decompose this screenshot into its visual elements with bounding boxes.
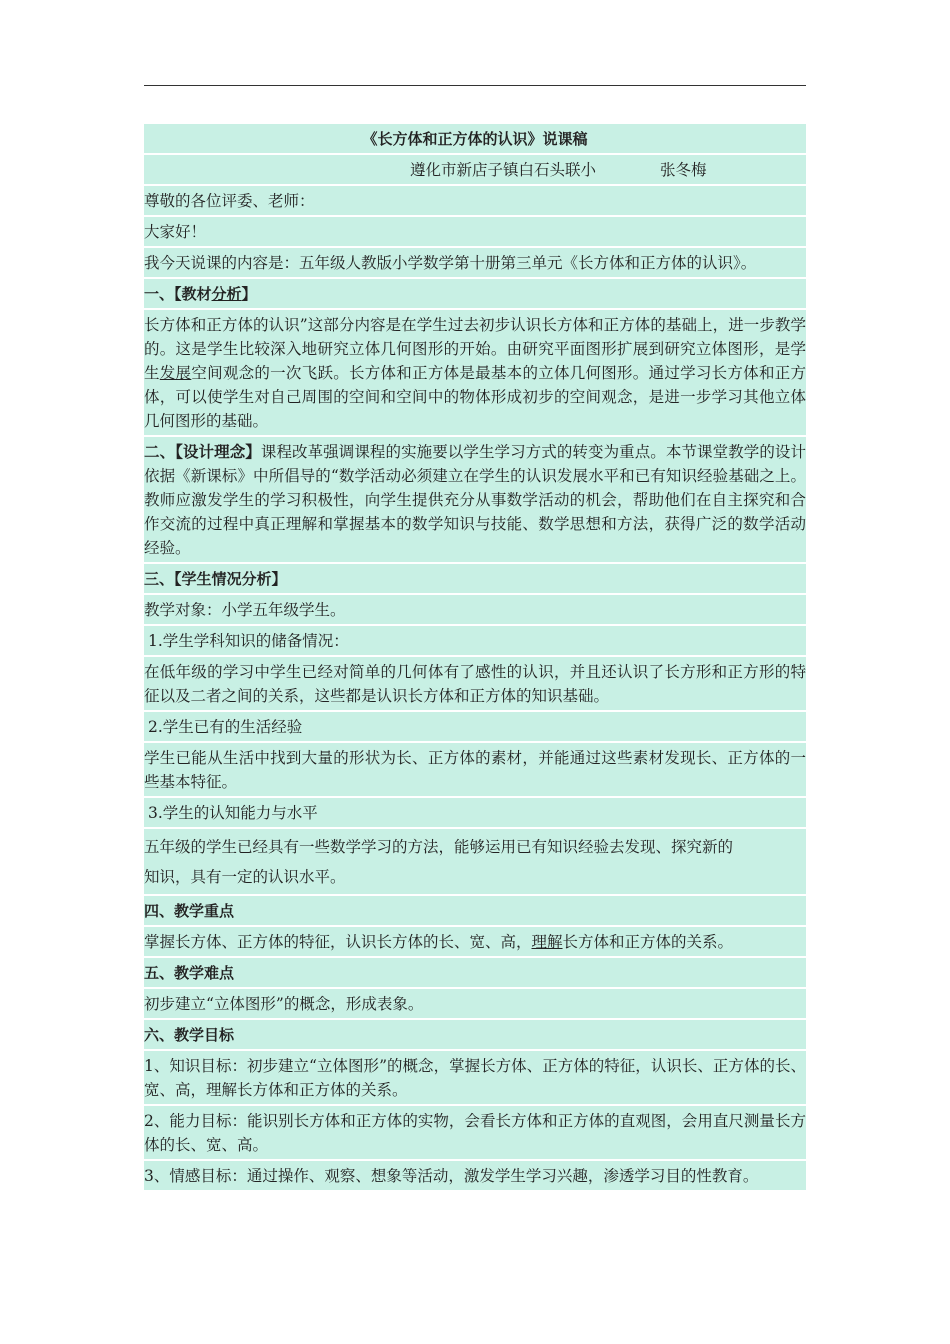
school-name: 遵化市新店子镇白石头联小 [410,161,597,179]
section-3-item-3-line-2: 知识，具有一定的认识水平。 [144,868,346,886]
section-4-paragraph [144,927,806,958]
section-4-heading: 四、教学重点 [144,896,806,927]
author-row [144,155,806,186]
section-1-text-c: 空间观念的一次飞跃。长方体和正方体是最基本的立体几何图形。通过学习长方体和正方体，可以使学生对自己周围的空间和空间中的物体形成初步的空间观念，是进一步学习其他立体几何图形的基础。 [144,364,806,430]
header-rule [144,85,806,86]
section-3-heading: 三、【学生情况分析】 [144,564,806,595]
section-1-heading [144,279,806,310]
section-3-item-1: 1.学生学科知识的储备情况： [144,626,806,657]
section-3-target: 教学对象：小学五年级学生。 [144,595,806,626]
section-2-text: 课程改革强调课程的实施要以学生学习方式的转变为重点。本节课堂教学的设计依据《新课标》中所倡导的“数学活动必须建立在学生的认识发展水平和已有知识经验基础之上。教师应激发学生的学习积极性，向学生提供充分从事数学活动的机会，帮助他们在自主探究和合作交流的过程中真正理解和掌握基本的数学知识与技能、数学思想和方法，获得广泛的数学活动经验。 [144,443,806,557]
section-4-text-a: 掌握长方体、正方体的特征，认识长方体的长、宽、高， [144,933,532,951]
section-3-item-3: 3.学生的认知能力与水平 [144,798,806,829]
section-1-heading-part: 一、【教材 [144,285,212,303]
section-4-link[interactable]: 理解 [531,933,563,951]
section-1-link[interactable]: 发展 [159,364,192,382]
section-6-goal-3: 3、情感目标：通过操作、观察、想象等活动，激发学生学习兴趣，渗透学习目的性教育。 [144,1161,806,1192]
doc-title: 《长方体和正方体的认识》说课稿 [362,130,588,148]
greeting-line-1: 尊敬的各位评委、老师： [144,186,806,217]
section-6-goal-2: 2、能力目标：能识别长方体和正方体的实物，会看长方体和正方体的直观图，会用直尺测量长方体的长、宽、高。 [144,1106,806,1161]
author-name: 张冬梅 [660,161,707,179]
section-6-heading: 六、教学目标 [144,1020,806,1051]
section-3-item-2: 2.学生已有的生活经验 [144,712,806,743]
section-4-text-c: 长方体和正方体的关系。 [562,933,734,951]
section-3-item-3-line-1: 五年级的学生已经具有一些数学学习的方法，能够运用已有知识经验去发现、探究新的 [144,838,734,856]
title-row [144,124,806,155]
section-2-paragraph [144,437,806,564]
section-1-paragraph [144,310,806,437]
section-3-item-2-text: 学生已能从生活中找到大量的形状为长、正方体的素材，并能通过这些素材发现长、正方体的一些基本特征。 [144,743,806,798]
section-2-heading: 二、【设计理念】 [144,443,261,461]
document-body [144,124,806,1192]
section-3-item-1-text: 在低年级的学习中学生已经对简单的几何体有了感性的认识，并且还认识了长方形和正方形的特征以及二者之间的关系，这些都是认识长方体和正方体的知识基础。 [144,657,806,712]
section-5-heading: 五、教学难点 [144,958,806,989]
intro-paragraph: 我今天说课的内容是：五年级人教版小学数学第十册第三单元《长方体和正方体的认识》。 [144,248,806,279]
section-1-heading-end: 】 [241,285,257,303]
section-3-item-3-text [144,829,806,896]
section-5-paragraph: 初步建立“立体图形”的概念，形成表象。 [144,989,806,1020]
greeting-line-2: 大家好！ [144,217,806,248]
section-1-text-a: 长方体和正方体的认识”这部分内容是在学生过去初步认识长方体和正方体的基础上，进一步教学的。这是学生比较深入地研究立体几何图形的开始。由研究平面图形扩展到研究立体图形，是学生 [144,316,806,382]
section-6-goal-1: 1、知识目标：初步建立“立体图形”的概念，掌握长方体、正方体的特征，认识长、正方体的长、宽、高，理解长方体和正方体的关系。 [144,1051,806,1106]
section-1-heading-link[interactable]: 分析 [211,285,242,303]
